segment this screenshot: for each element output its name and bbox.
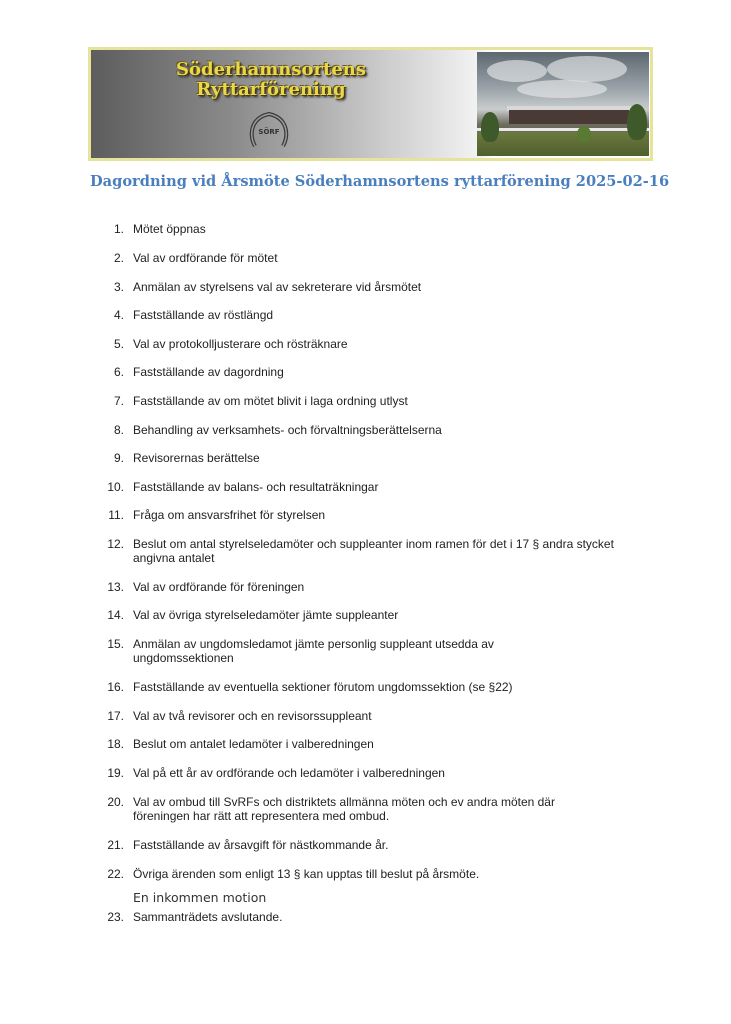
- agenda-number: 17.: [107, 709, 124, 723]
- horseshoe-logo-icon: [247, 108, 291, 152]
- agenda-text-line1: Beslut om antal styrelseledamöter och suppleanter inom ramen för det i 17 § andra stycket: [133, 537, 614, 551]
- agenda-number: 6.: [113, 365, 124, 379]
- agenda-number: 1.: [113, 222, 124, 236]
- agenda-text: Fastställande av balans- och resultaträkningar: [133, 480, 379, 494]
- agenda-text: [133, 795, 653, 823]
- agenda-text: Mötet öppnas: [133, 222, 206, 236]
- agenda-number: 15.: [107, 637, 124, 651]
- agenda-number: 14.: [107, 608, 124, 622]
- agenda-text: Val på ett år av ordförande och ledamöter i valberedningen: [133, 766, 445, 780]
- agenda-number: 19.: [107, 766, 124, 780]
- agenda-text: Fastställande av årsavgift för nästkommande år.: [133, 838, 389, 852]
- agenda-text: Anmälan av styrelsens val av sekreterare vid årsmötet: [133, 280, 422, 294]
- agenda-number: 13.: [107, 580, 124, 594]
- agenda-number: 12.: [107, 537, 124, 551]
- agenda-text-line2: angivna antalet: [133, 551, 215, 565]
- page-title: Dagordning vid Årsmöte Söderhamnsortens ryttarförening 2025-02-16: [90, 173, 670, 190]
- riding-hall-photo: [477, 52, 649, 156]
- agenda-text: Val av två revisorer och en revisorssuppleant: [133, 709, 372, 723]
- club-name: [146, 60, 396, 100]
- agenda-text: Fastställande av om mötet blivit i laga ordning utlyst: [133, 394, 408, 408]
- agenda-number: 16.: [107, 680, 124, 694]
- handwritten-note: En inkommen motion: [133, 890, 267, 905]
- club-name-line2: Ryttarförening: [196, 79, 346, 100]
- agenda-number: 20.: [107, 795, 124, 809]
- agenda-text: Sammanträdets avslutande.: [133, 910, 283, 924]
- agenda-number: 8.: [113, 423, 124, 437]
- agenda-text: Val av ordförande för föreningen: [133, 580, 305, 594]
- agenda-number: 21.: [107, 838, 124, 852]
- agenda-text: Fastställande av eventuella sektioner förutom ungdomssektion (se §22): [133, 680, 513, 694]
- logo-text: SÖRF: [258, 128, 280, 136]
- agenda-number: 2.: [113, 251, 124, 265]
- agenda-text-line2: föreningen har rätt att representera med ombud.: [133, 809, 390, 823]
- agenda-text: [133, 637, 653, 665]
- agenda-text: Fastställande av dagordning: [133, 365, 284, 379]
- agenda-text: [133, 537, 653, 565]
- agenda-text: Fastställande av röstlängd: [133, 308, 274, 322]
- agenda-text: Val av övriga styrelseledamöter jämte suppleanter: [133, 608, 399, 622]
- agenda-text-line1: Val av ombud till SvRFs och distriktets allmänna möten och ev andra möten där: [133, 795, 555, 809]
- agenda-text: Revisorernas berättelse: [133, 451, 260, 465]
- agenda-number: 10.: [107, 480, 124, 494]
- agenda-text: Fråga om ansvarsfrihet för styrelsen: [133, 508, 326, 522]
- agenda-number: 5.: [113, 337, 124, 351]
- agenda-text: Val av protokolljusterare och rösträknare: [133, 337, 348, 351]
- agenda-number: 18.: [107, 737, 124, 751]
- agenda-text: Övriga ärenden som enligt 13 § kan upptas till beslut på årsmöte.: [133, 867, 480, 881]
- agenda-text-line1: Anmälan av ungdomsledamot jämte personlig suppleant utsedda av: [133, 637, 494, 651]
- agenda-number: 7.: [113, 394, 124, 408]
- agenda-text: Beslut om antalet ledamöter i valberedningen: [133, 737, 374, 751]
- header-banner: [88, 47, 653, 161]
- agenda-number: 11.: [108, 508, 124, 522]
- agenda-number: 9.: [113, 451, 124, 465]
- agenda-text: Behandling av verksamhets- och förvaltningsberättelserna: [133, 423, 442, 437]
- club-name-line1: Söderhamnsortens: [175, 59, 367, 80]
- agenda-number: 3.: [113, 280, 124, 294]
- agenda-number: 4.: [113, 308, 124, 322]
- agenda-text-line2: ungdomssektionen: [133, 651, 234, 665]
- agenda-number: 22.: [107, 867, 124, 881]
- agenda-text: Val av ordförande för mötet: [133, 251, 278, 265]
- agenda-number: 23.: [107, 910, 124, 924]
